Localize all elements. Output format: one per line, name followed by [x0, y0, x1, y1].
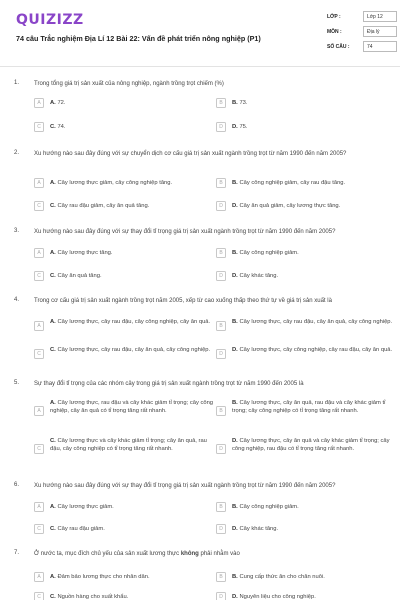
- option-box[interactable]: D: [216, 592, 226, 600]
- option-box[interactable]: B: [216, 178, 226, 188]
- option-box[interactable]: A: [34, 406, 44, 416]
- count-field: 74: [363, 41, 397, 52]
- option-box[interactable]: A: [34, 502, 44, 512]
- option-box[interactable]: C: [34, 592, 44, 600]
- question-text: Xu hướng nào sau đây đúng với sự chuyển dịch cơ cấu giá trị sản xuất ngành trồng trọt từ năm 1990 đến năm 2005?: [34, 151, 347, 157]
- question-text: Trong cơ cấu giá trị sản xuất ngành trồng trọt năm 2005, xếp từ cao xuống thấp theo thứ tự về giá trị sản xuất là: [34, 298, 332, 304]
- option-box[interactable]: C: [34, 349, 44, 359]
- option-box[interactable]: A: [34, 248, 44, 258]
- question-text: Xu hướng nào sau đây đúng với sự thay đổi tỉ trọng giá trị sản xuất ngành trồng trọt từ năm 1990 đến năm 2005?: [34, 229, 336, 235]
- class-field: Lớp 12: [363, 11, 397, 22]
- count-row: [323, 40, 395, 55]
- question-text: Trong tổng giá trị sản xuất của nông nghiệp, ngành trồng trọt chiếm (%): [34, 81, 224, 87]
- option-box[interactable]: D: [216, 201, 226, 211]
- option-box[interactable]: B: [216, 572, 226, 582]
- question-number: 3.: [14, 228, 20, 234]
- subject-field: Địa lý: [363, 26, 397, 37]
- question-text: Ở nước ta, mục đích chủ yếu của sản xuất lương thực không phải nhằm vào: [34, 551, 240, 557]
- question-number: 2.: [14, 150, 20, 156]
- option-box[interactable]: A: [34, 321, 44, 331]
- class-label: LỚP :: [327, 14, 341, 20]
- option-box[interactable]: A: [34, 98, 44, 108]
- question-number: 5.: [14, 380, 20, 386]
- option-box[interactable]: D: [216, 122, 226, 132]
- question-text: Sự thay đổi tỉ trọng của các nhóm cây trong giá trị sản xuất ngành trồng trọt từ năm 1990 đến 2005 là: [34, 381, 304, 387]
- option-box[interactable]: B: [216, 321, 226, 331]
- option-box[interactable]: C: [34, 524, 44, 534]
- option-box[interactable]: C: [34, 444, 44, 454]
- option-box[interactable]: C: [34, 271, 44, 281]
- option-box[interactable]: D: [216, 349, 226, 359]
- option-box[interactable]: C: [34, 122, 44, 132]
- page-header: [0, 0, 400, 66]
- option-box[interactable]: D: [216, 271, 226, 281]
- option-box[interactable]: D: [216, 524, 226, 534]
- subject-label: MÔN :: [327, 29, 342, 35]
- option-box[interactable]: D: [216, 444, 226, 454]
- option-box[interactable]: A: [34, 178, 44, 188]
- option-box[interactable]: A: [34, 572, 44, 582]
- subject-row: [323, 25, 395, 40]
- question-number: 6.: [14, 482, 20, 488]
- question-text: Xu hướng nào sau đây đúng với sự thay đổi tỉ trọng giá trị sản xuất ngành trồng trọt từ năm 1990 đến năm 2005?: [34, 483, 336, 489]
- question-number: 4.: [14, 297, 20, 303]
- emphasis-text: không: [180, 551, 199, 557]
- quiz-meta: [323, 10, 395, 55]
- option-box[interactable]: B: [216, 406, 226, 416]
- count-label: SỐ CÂU :: [327, 44, 350, 50]
- option-box[interactable]: B: [216, 98, 226, 108]
- quiz-title: 74 câu Trắc nghiệm Địa Lí 12 Bài 22: Vấn đề phát triển nông nghiệp (P1): [16, 34, 261, 43]
- quizizz-logo[interactable]: QUIZIZZ: [16, 12, 84, 28]
- question-number: 1.: [14, 80, 20, 86]
- question-number: 7.: [14, 550, 20, 556]
- option-box[interactable]: B: [216, 502, 226, 512]
- option-box[interactable]: B: [216, 248, 226, 258]
- header-divider: [0, 66, 400, 67]
- class-row: [323, 10, 395, 25]
- option-box[interactable]: C: [34, 201, 44, 211]
